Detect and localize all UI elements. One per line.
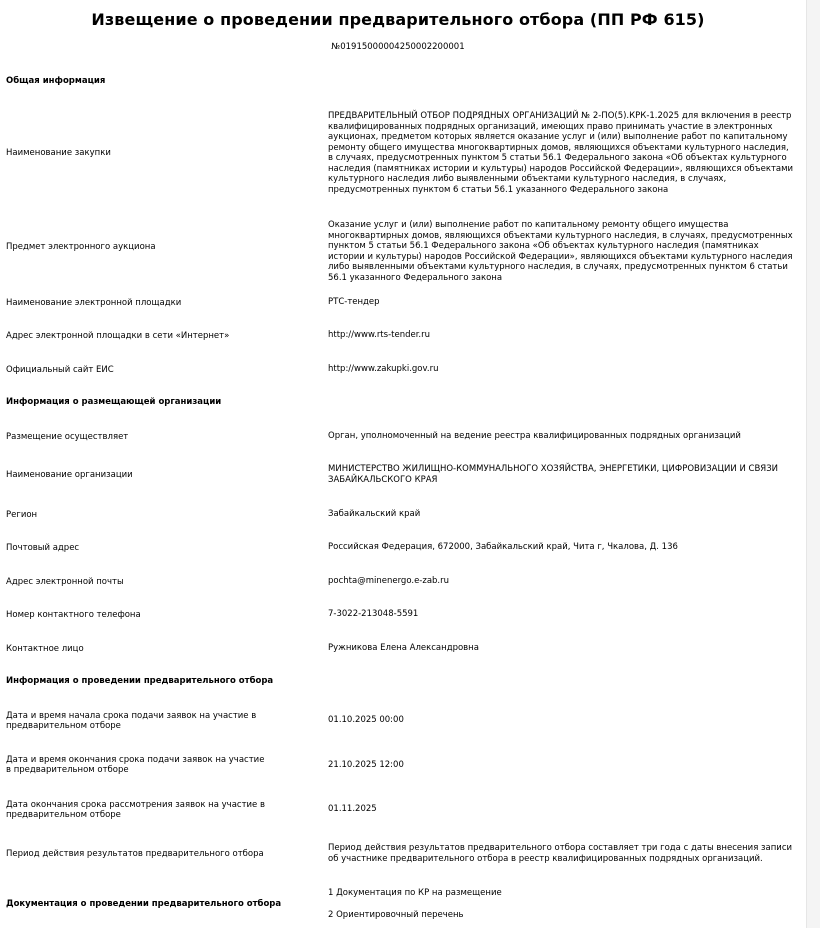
row-email xyxy=(6,576,796,588)
section-title-selection: Информация о проведении предварительного отбора xyxy=(6,676,274,686)
row-period xyxy=(6,843,796,865)
document-link[interactable]: 2 Ориентировочный перечень xyxy=(328,910,464,920)
row-start xyxy=(6,710,796,732)
period-label: Период действия результатов предварительного отбора xyxy=(6,848,264,859)
notice-number: №01915000004250002200001 xyxy=(331,42,465,52)
row-subject xyxy=(6,219,796,283)
section-organization xyxy=(6,397,796,407)
region-label: Регион xyxy=(6,509,38,520)
end-value: 21.10.2025 12:00 xyxy=(328,760,404,770)
row-placement xyxy=(6,431,796,443)
row-platform-name xyxy=(6,297,796,309)
org-name-label: Наименование организации xyxy=(6,469,133,480)
platform-name-value: РТС-тендер xyxy=(328,297,380,307)
row-contact xyxy=(6,643,796,655)
section-title-documents: Документация о проведении предварительного отбора xyxy=(6,899,282,909)
row-org-name xyxy=(6,464,796,486)
platform-url-value[interactable]: http://www.rts-tender.ru xyxy=(328,330,431,340)
page-title: Извещение о проведении предварительного отбора (ПП РФ 615) xyxy=(91,10,705,29)
purchase-name-value: ПРЕДВАРИТЕЛЬНЫЙ ОТБОР ПОДРЯДНЫХ ОРГАНИЗАЦИЙ № 2-ПО(5).КРК-1.2025 для включения в реестр квалифицированных подрядных организаций, имеющих право принимать участие в электронных аукционах, предметом которых является оказание услуг и (или) выполнение работ по капитальному ремонту общего имущества многоквартирных домов, являющихся объектами культурного наследия, в случаях, предусмотренных пунктом 5 статьи 56.1 Федерального закона «Об объектах культурного наследия (памятниках истории и культуры) народов Российской Федерации», являющихся объектами культурного наследия либо выявленными объектами культурного наследия, в случаях, предусмотренных пунктом 6 статьи 56.1 указанного Федерального закона xyxy=(328,111,794,195)
placement-value: Орган, уполномоченный на ведение реестра квалифицированных подрядных организаций xyxy=(328,431,741,441)
end-label: Дата и время окончания срока подачи заявок на участие в предварительном отборе xyxy=(6,754,265,775)
row-purchase-name xyxy=(6,108,796,198)
platform-name-label: Наименование электронной площадки xyxy=(6,297,182,308)
postal-label: Почтовый адрес xyxy=(6,542,80,553)
phone-value: 7-3022-213048-5591 xyxy=(328,609,419,619)
subject-value: Оказание услуг и (или) выполнение работ по капитальному ремонту общего имущества многоквартирных домов, являющихся объектами культурного наследия, в случаях, предусмотренных пунктом 5 статьи 56.1 Федерального закона «Об объектах культурного наследия (памятниках истории и культуры) народов Российской Федерации», являющихся объектами культурного наследия либо выявленными объектами культурного наследия, в случаях, предусмотренных пунктом 6 статьи 56.1 указанного Федерального закона xyxy=(328,220,793,283)
placement-label: Размещение осуществляет xyxy=(6,431,129,442)
start-value: 01.10.2025 00:00 xyxy=(328,715,404,725)
contact-value: Ружникова Елена Александровна xyxy=(328,643,479,653)
org-name-value: МИНИСТЕРСТВО ЖИЛИЩНО-КОММУНАЛЬНОГО ХОЗЯЙСТВА, ЭНЕРГЕТИКИ, ЦИФРОВИЗАЦИИ И СВЯЗИ ЗАБАЙКАЛЬСКОГО КРАЯ xyxy=(328,464,779,485)
phone-label: Номер контактного телефона xyxy=(6,609,141,620)
row-region xyxy=(6,509,796,521)
contact-label: Контактное лицо xyxy=(6,643,84,654)
row-end xyxy=(6,754,796,776)
postal-value: Российская Федерация, 672000, Забайкальский край, Чита г, Чкалова, Д. 136 xyxy=(328,542,678,552)
region-value: Забайкальский край xyxy=(328,509,421,519)
row-eis xyxy=(6,364,796,376)
eis-label: Официальный сайт ЕИС xyxy=(6,364,114,375)
purchase-name-label: Наименование закупки xyxy=(6,147,111,158)
review-label: Дата окончания срока рассмотрения заявок на участие в предварительном отборе xyxy=(6,799,265,820)
platform-url-label: Адрес электронной площадки в сети «Интернет» xyxy=(6,330,230,341)
section-title-general: Общая информация xyxy=(6,76,106,86)
section-documents xyxy=(6,899,796,909)
row-postal xyxy=(6,542,796,554)
document-link[interactable]: 1 Документация по КР на размещение xyxy=(328,888,502,898)
eis-value[interactable]: http://www.zakupki.gov.ru xyxy=(328,364,439,374)
review-value: 01.11.2025 xyxy=(328,804,377,814)
subject-label: Предмет электронного аукциона xyxy=(6,241,156,252)
scrollbar[interactable] xyxy=(806,0,820,928)
section-general xyxy=(6,76,796,86)
start-label: Дата и время начала срока подачи заявок на участие в предварительном отборе xyxy=(6,710,257,731)
period-value: Период действия результатов предварительного отбора составляет три года с даты внесения записи об участнике предварительного отбора в реестр квалифицированных подрядных организаций. xyxy=(328,843,793,864)
section-title-organization: Информация о размещающей организации xyxy=(6,397,222,407)
email-label: Адрес электронной почты xyxy=(6,576,124,587)
email-value[interactable]: pochta@minenergo.e-zab.ru xyxy=(328,576,450,586)
row-phone xyxy=(6,609,796,621)
section-selection xyxy=(6,676,796,686)
row-platform-url xyxy=(6,330,796,342)
row-review xyxy=(6,799,796,821)
